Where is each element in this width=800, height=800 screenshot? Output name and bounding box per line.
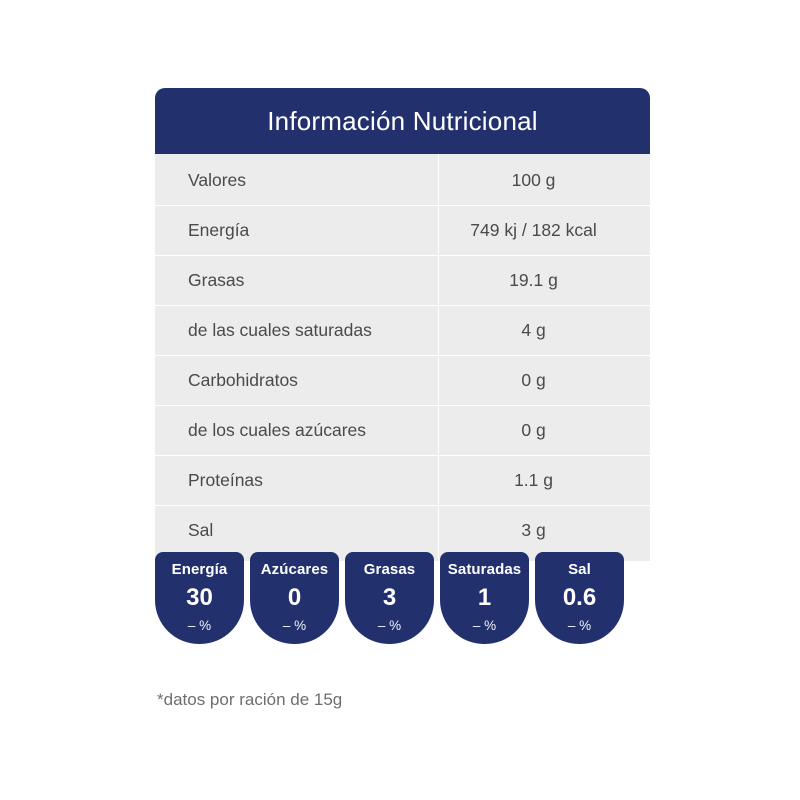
table-row — [155, 306, 650, 356]
badge-name: Grasas — [363, 561, 416, 578]
row-label: Proteínas — [155, 456, 439, 506]
table-row — [155, 206, 650, 256]
row-label: Carbohidratos — [155, 356, 439, 406]
row-label: Valores — [155, 154, 439, 206]
row-label: de los cuales azúcares — [155, 406, 439, 456]
row-label: de las cuales saturadas — [155, 306, 439, 356]
row-label: Energía — [155, 206, 439, 256]
badge-percent: – % — [187, 617, 212, 633]
panel-title: Información Nutricional — [155, 88, 650, 154]
badge-name: Azúcares — [260, 561, 329, 578]
badge-name: Sal — [568, 561, 591, 578]
row-value: 19.1 g — [509, 270, 558, 290]
table-row — [155, 154, 650, 206]
table-row — [155, 456, 650, 506]
badge-value: 1 — [477, 583, 492, 611]
badge-percent: – % — [377, 617, 402, 633]
row-value: 0 g — [521, 420, 546, 440]
serving-footnote: *datos por ración de 15g — [157, 690, 343, 709]
table-row — [155, 256, 650, 306]
nutrient-badge-azucares — [250, 552, 339, 644]
badge-value: 3 — [382, 583, 397, 611]
badge-name: Energía — [171, 561, 228, 578]
badge-value: 30 — [186, 583, 213, 611]
row-label: Grasas — [155, 256, 439, 306]
badge-percent: – % — [472, 617, 497, 633]
row-value: 749 kj / 182 kcal — [470, 220, 597, 240]
nutrient-badge-sal — [535, 552, 624, 644]
nutrient-badges — [155, 552, 624, 644]
row-value: 0 g — [521, 370, 546, 390]
table-row — [155, 406, 650, 456]
nutrient-badge-saturadas — [440, 552, 529, 644]
row-value: 100 g — [511, 170, 556, 190]
nutrition-panel — [155, 88, 650, 561]
row-label: Sal — [155, 506, 439, 562]
nutrition-table — [155, 154, 650, 561]
badge-percent: – % — [567, 617, 592, 633]
nutrient-badge-energia — [155, 552, 244, 644]
row-value: 3 g — [521, 520, 546, 540]
row-value: 4 g — [521, 320, 546, 340]
badge-percent: – % — [282, 617, 307, 633]
row-value: 1.1 g — [514, 470, 553, 490]
nutrient-badge-grasas — [345, 552, 434, 644]
badge-name: Saturadas — [447, 561, 522, 578]
table-row — [155, 356, 650, 406]
badge-value: 0.6 — [562, 583, 597, 611]
badge-value: 0 — [287, 583, 302, 611]
